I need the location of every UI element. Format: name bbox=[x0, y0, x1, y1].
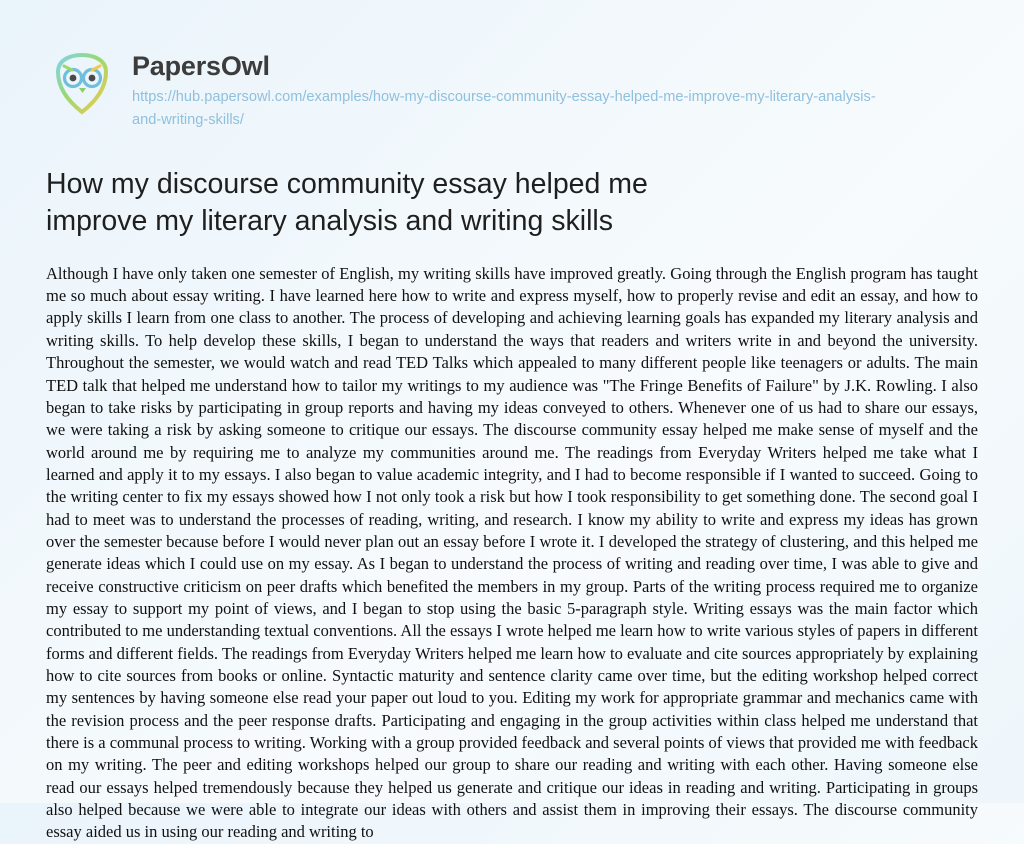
source-url[interactable]: https://hub.papersowl.com/examples/how-my-discourse-community-essay-helped-me-improve-my-literary-analysis-and-writing-skills/ bbox=[132, 89, 876, 128]
brand-text-block bbox=[132, 46, 892, 132]
brand-name: PapersOwl bbox=[132, 51, 270, 81]
article-body: Although I have only taken one semester of English, my writing skills have improved greatly. Going through the English program has taught me so much about essay writing. I have learned here how to write and express myself, how to properly revise and edit an essay, and how to apply skills I learn from one class to another. The process of developing and achieving learning goals has expanded my literary analysis and writing skills. To help develop these skills, I began to understand the ways that readers and writers write in and beyond the university. Throughout the semester, we would watch and read TED Talks which appealed to many different people like teenagers or adults. The main TED talk that helped me understand how to tailor my writings to my audience was "The Fringe Benefits of Failure" by J.K. Rowling. I also began to take risks by participating in group reports and having my ideas conveyed to others. Whenever one of us had to share our essays, we were taking a risk by asking someone to critique our essays. The discourse community essay helped me make sense of myself and the world around me by requiring me to analyze my communities around me. The readings from Everyday Writers helped me take what I learned and apply it to my essays. I also began to value academic integrity, and I had to become responsible if I wanted to succeed. Going to the writing center to fix my essays showed how I not only took a risk but how I took responsibility to get something done. The second goal I had to meet was to understand the processes of reading, writing, and research. I know my ability to write and express my ideas has grown over the semester because before I would never plan out an essay before I wrote it. I developed the strategy of clustering, and this helped me generate ideas which I could use on my essay. As I began to understand the process of writing and reading over time, I was able to give and receive constructive criticism on peer drafts which benefited the members in my group. Parts of the writing process required me to organize my essay to support my point of views, and I began to stop using the basic 5-paragraph style. Writing essays was the main factor which contributed to me understanding textual conventions. All the essays I wrote helped me learn how to write various styles of papers in different forms and different fields. The readings from Everyday Writers helped me learn how to evaluate and cite sources appropriately by explaining how to cite sources from books or online. Syntactic maturity and sentence clarity came over time, but the editing workshop helped correct my sentences by having someone else read your paper out loud to you. Editing my work for appropriate grammar and mechanics came with the revision process and the peer response drafts. Participating and engaging in the group activities within class helped me understand that there is a communal process to writing. Working with a group provided feedback and several points of views that provided me with feedback on my writing. The peer and editing workshops helped our group to share our reading and writing with each other. Having someone else read our essays helped tremendously because they helped us generate and critique our ideas in reading and writing. Participating in groups also helped because we were able to integrate our ideas with others and assist them in improving their essays. The discourse community essay aided us in using our reading and writing to bbox=[46, 263, 978, 842]
page-title: How my discourse community essay helped me improve my literary analysis and writing skills bbox=[46, 167, 648, 238]
owl-logo-icon bbox=[48, 50, 116, 118]
site-header bbox=[46, 46, 978, 132]
